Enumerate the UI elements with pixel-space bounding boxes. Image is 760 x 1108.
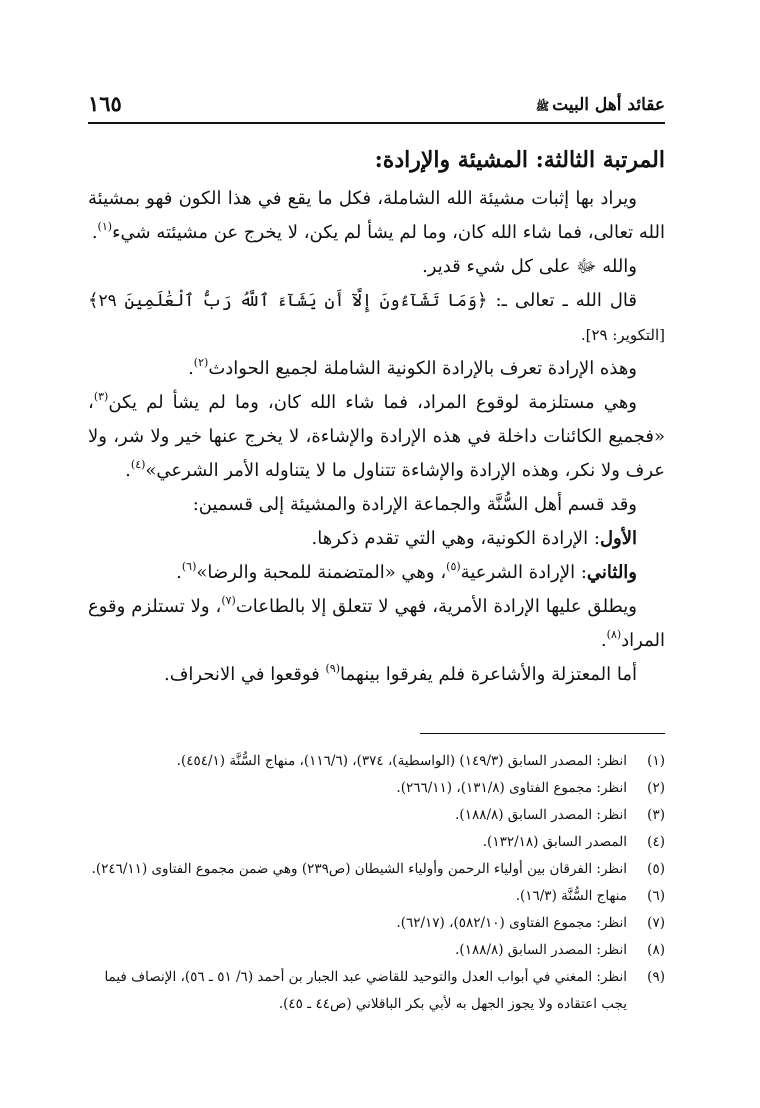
- book-title: [536, 95, 665, 116]
- footnote-marker: (٣): [93, 390, 109, 403]
- paragraph-text: ويراد بها إثبات مشيئة الله الشاملة، فكل ما يقع في هذا الكون فهو بمشيئة الله تعالى، فما شاء الله كان، وما لم يشأ لم يكن، لا يخرج عن مشيئته شيء: [88, 188, 665, 243]
- paragraph-text: والله: [602, 256, 637, 277]
- honorific-glyph: ﷻ: [576, 256, 597, 277]
- footnote-marker: (٦): [181, 560, 197, 573]
- footnote-text: انظر: المصدر السابق (١٤٩/٣) (الواسطية)، ٣٧٤)، (١١٦/٦)، منهاج السُّنَّة (٤٥٤/١).: [176, 753, 627, 769]
- footnote-number: (١): [647, 753, 665, 769]
- paragraph-text: ويطلق عليها الإرادة الأمرية، فهي لا تتعلق إلا بالطاعات: [235, 596, 637, 617]
- honorific-glyph: ﷺ: [535, 100, 550, 113]
- footnote-marker: (٤): [130, 458, 146, 471]
- footnote-item: [88, 910, 665, 937]
- punctuation: .: [600, 630, 607, 651]
- paragraph-text: فوقعوا في الانحراف.: [164, 664, 326, 685]
- punctuation: .: [188, 358, 194, 379]
- paragraph-text: ، وهي «المتضمنة للمحبة والرضا»: [196, 562, 447, 583]
- term-label: والثاني: [586, 562, 637, 583]
- punctuation: .: [125, 460, 131, 481]
- paragraph: [88, 556, 665, 590]
- verse-reference: [التكوير: ٢٩].: [580, 326, 665, 344]
- paragraph-text: أما المعتزلة والأشاعرة فلم يفرقوا بينهما: [340, 664, 637, 685]
- paragraph-text: وهذه الإرادة تعرف بالإرادة الكونية الشاملة لجميع الحوادث: [208, 358, 637, 379]
- paragraph-text: على كل شيء قدير.: [422, 256, 571, 277]
- footnote-item: [88, 937, 665, 964]
- footnote-marker: (٢): [193, 356, 209, 369]
- paragraph-text: قال الله ـ تعالى ـ: ﴿: [476, 290, 637, 311]
- footnote-divider: [420, 733, 665, 734]
- paragraph: [88, 522, 665, 556]
- paragraph-text: : الإرادة الشرعية: [460, 562, 587, 583]
- paragraph: [88, 284, 665, 352]
- footnote-text: انظر: المصدر السابق (١٨٨/٨).: [455, 807, 627, 823]
- paragraph: [88, 352, 665, 386]
- book-title-text: عقائد أهل البيت: [552, 95, 665, 115]
- footnote-item: [88, 856, 665, 883]
- footnote-item: [88, 802, 665, 829]
- footnote-item: [88, 748, 665, 775]
- term-label: الأول: [599, 528, 637, 549]
- footnote-text: انظر: مجموع الفتاوى (٥٨٢/١٠)، (٦٢/١٧).: [396, 915, 627, 931]
- paragraph: [88, 250, 665, 284]
- footnote-text: انظر: المغني في أبواب العدل والتوحيد للقاضي عبد الجبار بن أحمد (٦/ ٥١ ـ ٥٦)، الإنصاف فيما يجب اعتقاده ولا يجوز الجهل به لأبي بكر الباقلاني (ص٤٤ ـ ٤٥).: [104, 969, 627, 1012]
- quran-verse: وَمَا تَشَآءُونَ إِلَّآ أَن يَشَآءَ ٱللَّهُ رَبُّ ٱلْعَٰلَمِينَ ٢٩: [98, 291, 477, 311]
- footnote-item: [88, 964, 665, 1018]
- paragraph: [88, 590, 665, 658]
- footnote-item: [88, 775, 665, 802]
- footnote-text: المصدر السابق (١٣٢/١٨).: [482, 834, 627, 850]
- paragraph: [88, 658, 665, 692]
- footnote-marker: (١): [97, 220, 113, 233]
- footnote-number: (٩): [647, 969, 665, 985]
- footnote-marker: (٨): [606, 628, 622, 641]
- punctuation: .: [176, 562, 182, 583]
- paragraph: [88, 488, 665, 522]
- footnote-marker: (٩): [325, 662, 340, 675]
- footnote-item: [88, 829, 665, 856]
- paragraph: [88, 182, 665, 250]
- paragraph-text: : الإرادة الكونية، وهي التي تقدم ذكرها.: [311, 528, 600, 549]
- paragraph: [88, 386, 665, 488]
- paragraph-text: ، ولا تستلزم وقوع المراد: [88, 596, 665, 651]
- verse-bracket: ﴾: [88, 290, 99, 311]
- footnote-text: منهاج السُّنَّة (١٦/٣).: [515, 888, 627, 904]
- footnote-number: (٧): [647, 915, 665, 931]
- punctuation: .: [91, 222, 98, 243]
- paragraph-text: ، «فجميع الكائنات داخلة في هذه الإرادة والإشاءة، لا يخرج عنها خير ولا شر، ولا عرف ولا نكر، وهذه الإرادة والإشاءة تتناول ما لا يتناوله الأمر الشرعي»: [88, 392, 665, 481]
- footnote-marker: (٥): [446, 560, 461, 573]
- section-heading: المرتبة الثالثة: المشيئة والإرادة:: [374, 147, 665, 173]
- main-text: [88, 140, 665, 692]
- footnotes-section: [88, 748, 665, 1018]
- footnote-number: (٨): [647, 942, 665, 958]
- footnote-text: انظر: الفرقان بين أولياء الرحمن وأولياء الشيطان (ص٢٣٩) وهي ضمن مجموع الفتاوى (٢٤٦/١١).: [91, 861, 627, 877]
- footnote-text: انظر: مجموع الفتاوى (١٣١/٨)، (٢٦٦/١١).: [396, 780, 627, 796]
- footnote-marker: (٧): [221, 594, 236, 607]
- footnote-number: (٥): [647, 861, 665, 877]
- paragraph-text: وهي مستلزمة لوقوع المراد، فما شاء الله كان، وما لم يشأ لم يكن: [108, 392, 637, 413]
- footnote-number: (٣): [647, 807, 665, 823]
- footnote-number: (٤): [647, 834, 665, 850]
- page-number: ١٦٥: [88, 91, 122, 116]
- footnote-number: (٢): [647, 780, 665, 796]
- running-header: [88, 86, 665, 124]
- paragraph-text: وقد قسم أهل السُّنَّة والجماعة الإرادة والمشيئة إلى قسمين:: [192, 494, 637, 515]
- footnote-item: [88, 883, 665, 910]
- footnote-number: (٦): [647, 888, 665, 904]
- footnote-text: انظر: المصدر السابق (١٨٨/٨).: [455, 942, 627, 958]
